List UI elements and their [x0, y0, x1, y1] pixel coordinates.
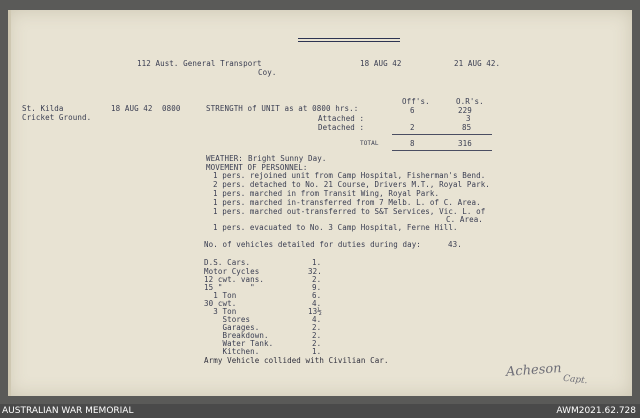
- vehicle-count: 6.: [312, 291, 322, 300]
- footer-archive-name: AUSTRALIAN WAR MEMORIAL: [2, 406, 134, 416]
- incident-note: Army Vehicle collided with Civilian Car.: [204, 356, 389, 365]
- strength-officers: 6: [410, 106, 415, 115]
- entry-date: 18 AUG 42: [111, 104, 153, 113]
- signature-rank: Capt.: [562, 373, 588, 387]
- document-page: [8, 10, 632, 396]
- detached-label: Detached :: [318, 123, 365, 132]
- vehicle-type: 12 cwt. vans.: [204, 275, 264, 284]
- vehicle-count: 13½: [308, 307, 322, 316]
- place-name-cont: Cricket Ground.: [22, 113, 92, 122]
- attached-label: Attached :: [318, 114, 365, 123]
- movement-line: 2 pers. detached to No. 21 Course, Drivers M.T., Royal Park.: [213, 180, 490, 189]
- total-label: TOTAL: [360, 140, 379, 147]
- total-officers: 8: [410, 139, 415, 148]
- vehicle-type: Water Tank.: [204, 339, 274, 348]
- period-to: 21 AUG 42.: [454, 59, 501, 68]
- unit-name-cont: Coy.: [258, 68, 277, 77]
- col-officers-header: Off's.: [402, 97, 430, 106]
- movement-line: 1 pers. marched in from Transit Wing, Royal Park.: [213, 189, 440, 198]
- vehicle-count: 1.: [312, 258, 322, 267]
- vehicle-type: 1 Ton: [204, 291, 237, 300]
- col-other-ranks-header: O.R's.: [456, 97, 484, 106]
- vehicle-type: Kitchen.: [204, 347, 260, 356]
- vehicle-type: 3 Ton: [204, 307, 237, 316]
- vehicle-count: 4.: [312, 299, 322, 308]
- vehicle-type: Stores: [204, 315, 251, 324]
- vehicle-type: Motor Cycles: [204, 267, 260, 276]
- movement-line: 1 pers. marched in-transferred from 7 Melb. L. of C. Area.: [213, 198, 481, 207]
- movement-line: C. Area.: [446, 215, 483, 224]
- detached-officers: 2: [410, 123, 415, 132]
- total-rule: [392, 134, 492, 135]
- weather-value: Bright Sunny Day.: [248, 154, 327, 163]
- movement-title: MOVEMENT OF PERSONNEL:: [206, 163, 308, 172]
- vehicle-type: Garages.: [204, 323, 260, 332]
- total-rule-bottom: [392, 150, 492, 151]
- vehicle-count: 2.: [312, 331, 322, 340]
- vehicle-count: 1.: [312, 347, 322, 356]
- weather-label: WEATHER:: [206, 154, 243, 163]
- vehicle-count: 2.: [312, 339, 322, 348]
- movement-line: 1 pers. evacuated to No. 3 Camp Hospital, Ferne Hill.: [213, 223, 458, 232]
- strength-other-ranks: 229: [458, 106, 472, 115]
- vehicles-total: 43.: [448, 240, 462, 249]
- vehicle-count: 2.: [312, 323, 322, 332]
- place-name: St. Kilda: [22, 104, 64, 113]
- footer-accession-number: AWM2021.62.728: [556, 406, 636, 416]
- title-underline-top: [298, 38, 400, 39]
- movement-line: 1 pers. marched out-transferred to S&T Services, Vic. L. of: [213, 207, 486, 216]
- vehicle-count: 32.: [308, 267, 322, 276]
- period-from: 18 AUG 42: [360, 59, 402, 68]
- vehicle-type: Breakdown.: [204, 331, 269, 340]
- entry-time: 0800: [162, 104, 181, 113]
- strength-title: STRENGTH of UNIT as at 0800 hrs.:: [206, 104, 359, 113]
- total-other-ranks: 316: [458, 139, 472, 148]
- vehicle-count: 2.: [312, 275, 322, 284]
- title-underline-bottom: [298, 41, 400, 42]
- signature-name: Acheson: [505, 361, 563, 380]
- vehicles-label: No. of vehicles detailed for duties during day:: [204, 240, 421, 249]
- movement-line: 1 pers. rejoined unit from Camp Hospital, Fisherman's Bend.: [213, 171, 486, 180]
- vehicle-count: 9.: [312, 283, 322, 292]
- vehicle-type: 30 cwt.: [204, 299, 237, 308]
- detached-other-ranks: 85: [462, 123, 472, 132]
- vehicle-type: D.S. Cars.: [204, 258, 251, 267]
- vehicle-type: 15 " ": [204, 283, 255, 292]
- unit-name: 112 Aust. General Transport: [137, 59, 262, 68]
- attached-other-ranks: 3: [466, 114, 471, 123]
- vehicle-count: 4.: [312, 315, 322, 324]
